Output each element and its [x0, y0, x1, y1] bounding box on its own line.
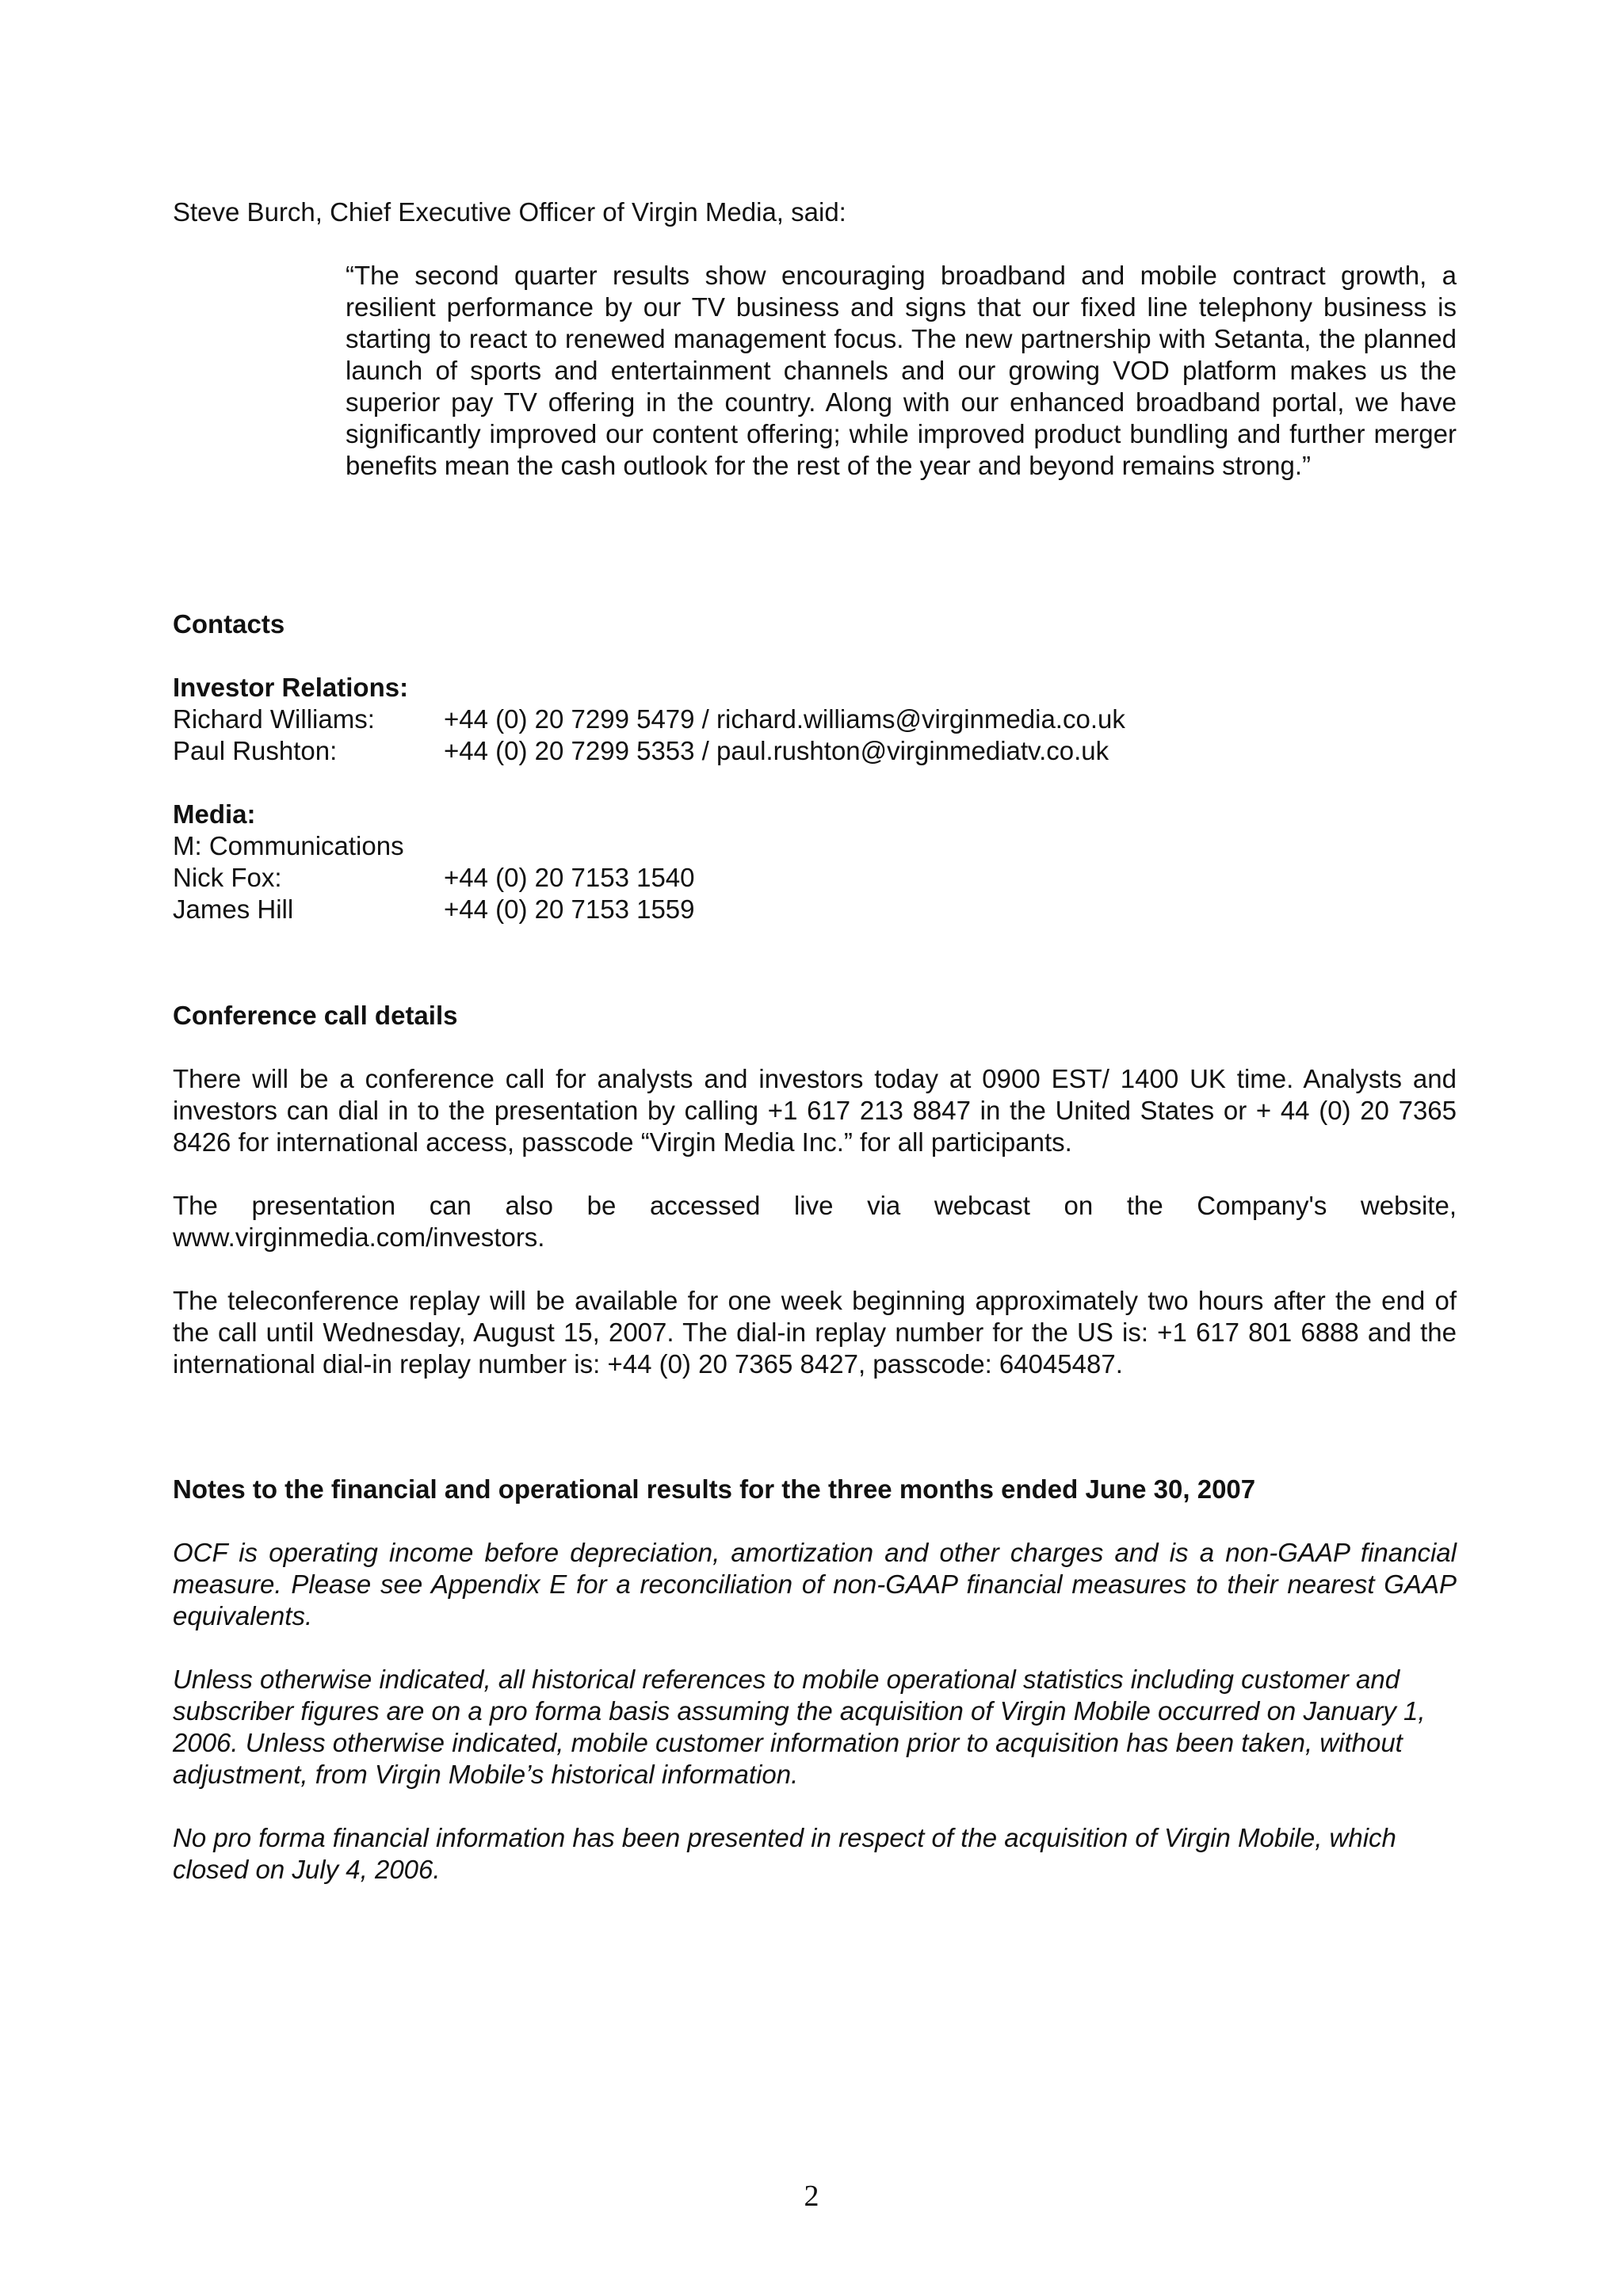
notes-paragraph: No pro forma financial information has been presented in respect of the acquisition of Virgin Mobile, which closed on July 4, 2006.	[173, 1823, 1396, 1884]
contact-name: James Hill	[173, 894, 294, 924]
contact-name: Richard Williams:	[173, 704, 375, 734]
ceo-intro: Steve Burch, Chief Executive Officer of Virgin Media, said:	[173, 197, 846, 227]
contact-detail: +44 (0) 20 7299 5353 / paul.rushton@virginmediatv.co.uk	[444, 736, 1109, 765]
contact-name: Paul Rushton:	[173, 736, 338, 765]
contacts-heading: Contacts	[173, 609, 285, 639]
notes-paragraph: OCF is operating income before depreciation, amortization and other charges and is a non-GAAP financial measure. Please see Appendix E for a reconciliation of non-GAAP financial measures to their nearest GAAP equivalents.	[173, 1538, 1457, 1630]
contact-detail: +44 (0) 20 7153 1540	[444, 863, 695, 892]
contact-row	[173, 894, 695, 925]
conference-paragraph: The teleconference replay will be available for one week beginning approximately two hours after the end of the call until Wednesday, August 15, 2007. The dial-in replay number for the US is: +1 617 801 6888 and the international dial-in replay number is: +44 (0) 20 7365 8427, passcode: 64045487.	[173, 1286, 1457, 1379]
contact-name: Nick Fox:	[173, 863, 282, 892]
conference-paragraph: The presentation can also be accessed live via webcast on the Company's website, www.virginmedia.com/investors.	[173, 1191, 1457, 1252]
ceo-quote: “The second quarter results show encouraging broadband and mobile contract growth, a resilient performance by our TV business and signs that our fixed line telephony business is starting to react to renewed management focus. The new partnership with Setanta, the planned launch of sports and entertainment channels and our growing VOD platform makes us the superior pay TV offering in the country. Along with our enhanced broadband portal, we have significantly improved our content offering; while improved product bundling and further merger benefits mean the cash outlook for the rest of the year and beyond remains strong.”	[346, 261, 1457, 480]
conference-paragraph: There will be a conference call for analysts and investors today at 0900 EST/ 1400 UK time. Analysts and investors can dial in to the presentation by calling +1 617 213 8847 in the United States or + 44 (0) 20 7365 8426 for international access, passcode “Virgin Media Inc.” for all participants.	[173, 1064, 1457, 1157]
investor-relations-heading: Investor Relations:	[173, 673, 409, 702]
media-agency: M: Communications	[173, 831, 404, 860]
notes-heading: Notes to the financial and operational results for the three months ended June 30, 2007	[173, 1474, 1256, 1504]
contact-detail: +44 (0) 20 7153 1559	[444, 894, 695, 924]
contact-row	[173, 862, 695, 894]
notes-paragraph: Unless otherwise indicated, all historical references to mobile operational statistics including customer and subscriber figures are on a pro forma basis assuming the acquisition of Virgin Mobile occurred on January 1, 2006. Unless otherwise indicated, mobile customer information prior to acquisition has been taken, without adjustment, from Virgin Mobile’s historical information.	[173, 1665, 1426, 1789]
contact-detail: +44 (0) 20 7299 5479 / richard.williams@virginmedia.co.uk	[444, 704, 1125, 734]
contact-row	[173, 704, 1125, 735]
media-heading: Media:	[173, 799, 256, 829]
contact-row	[173, 735, 1109, 767]
page-number: 2	[804, 2180, 819, 2213]
conference-heading: Conference call details	[173, 1001, 458, 1030]
